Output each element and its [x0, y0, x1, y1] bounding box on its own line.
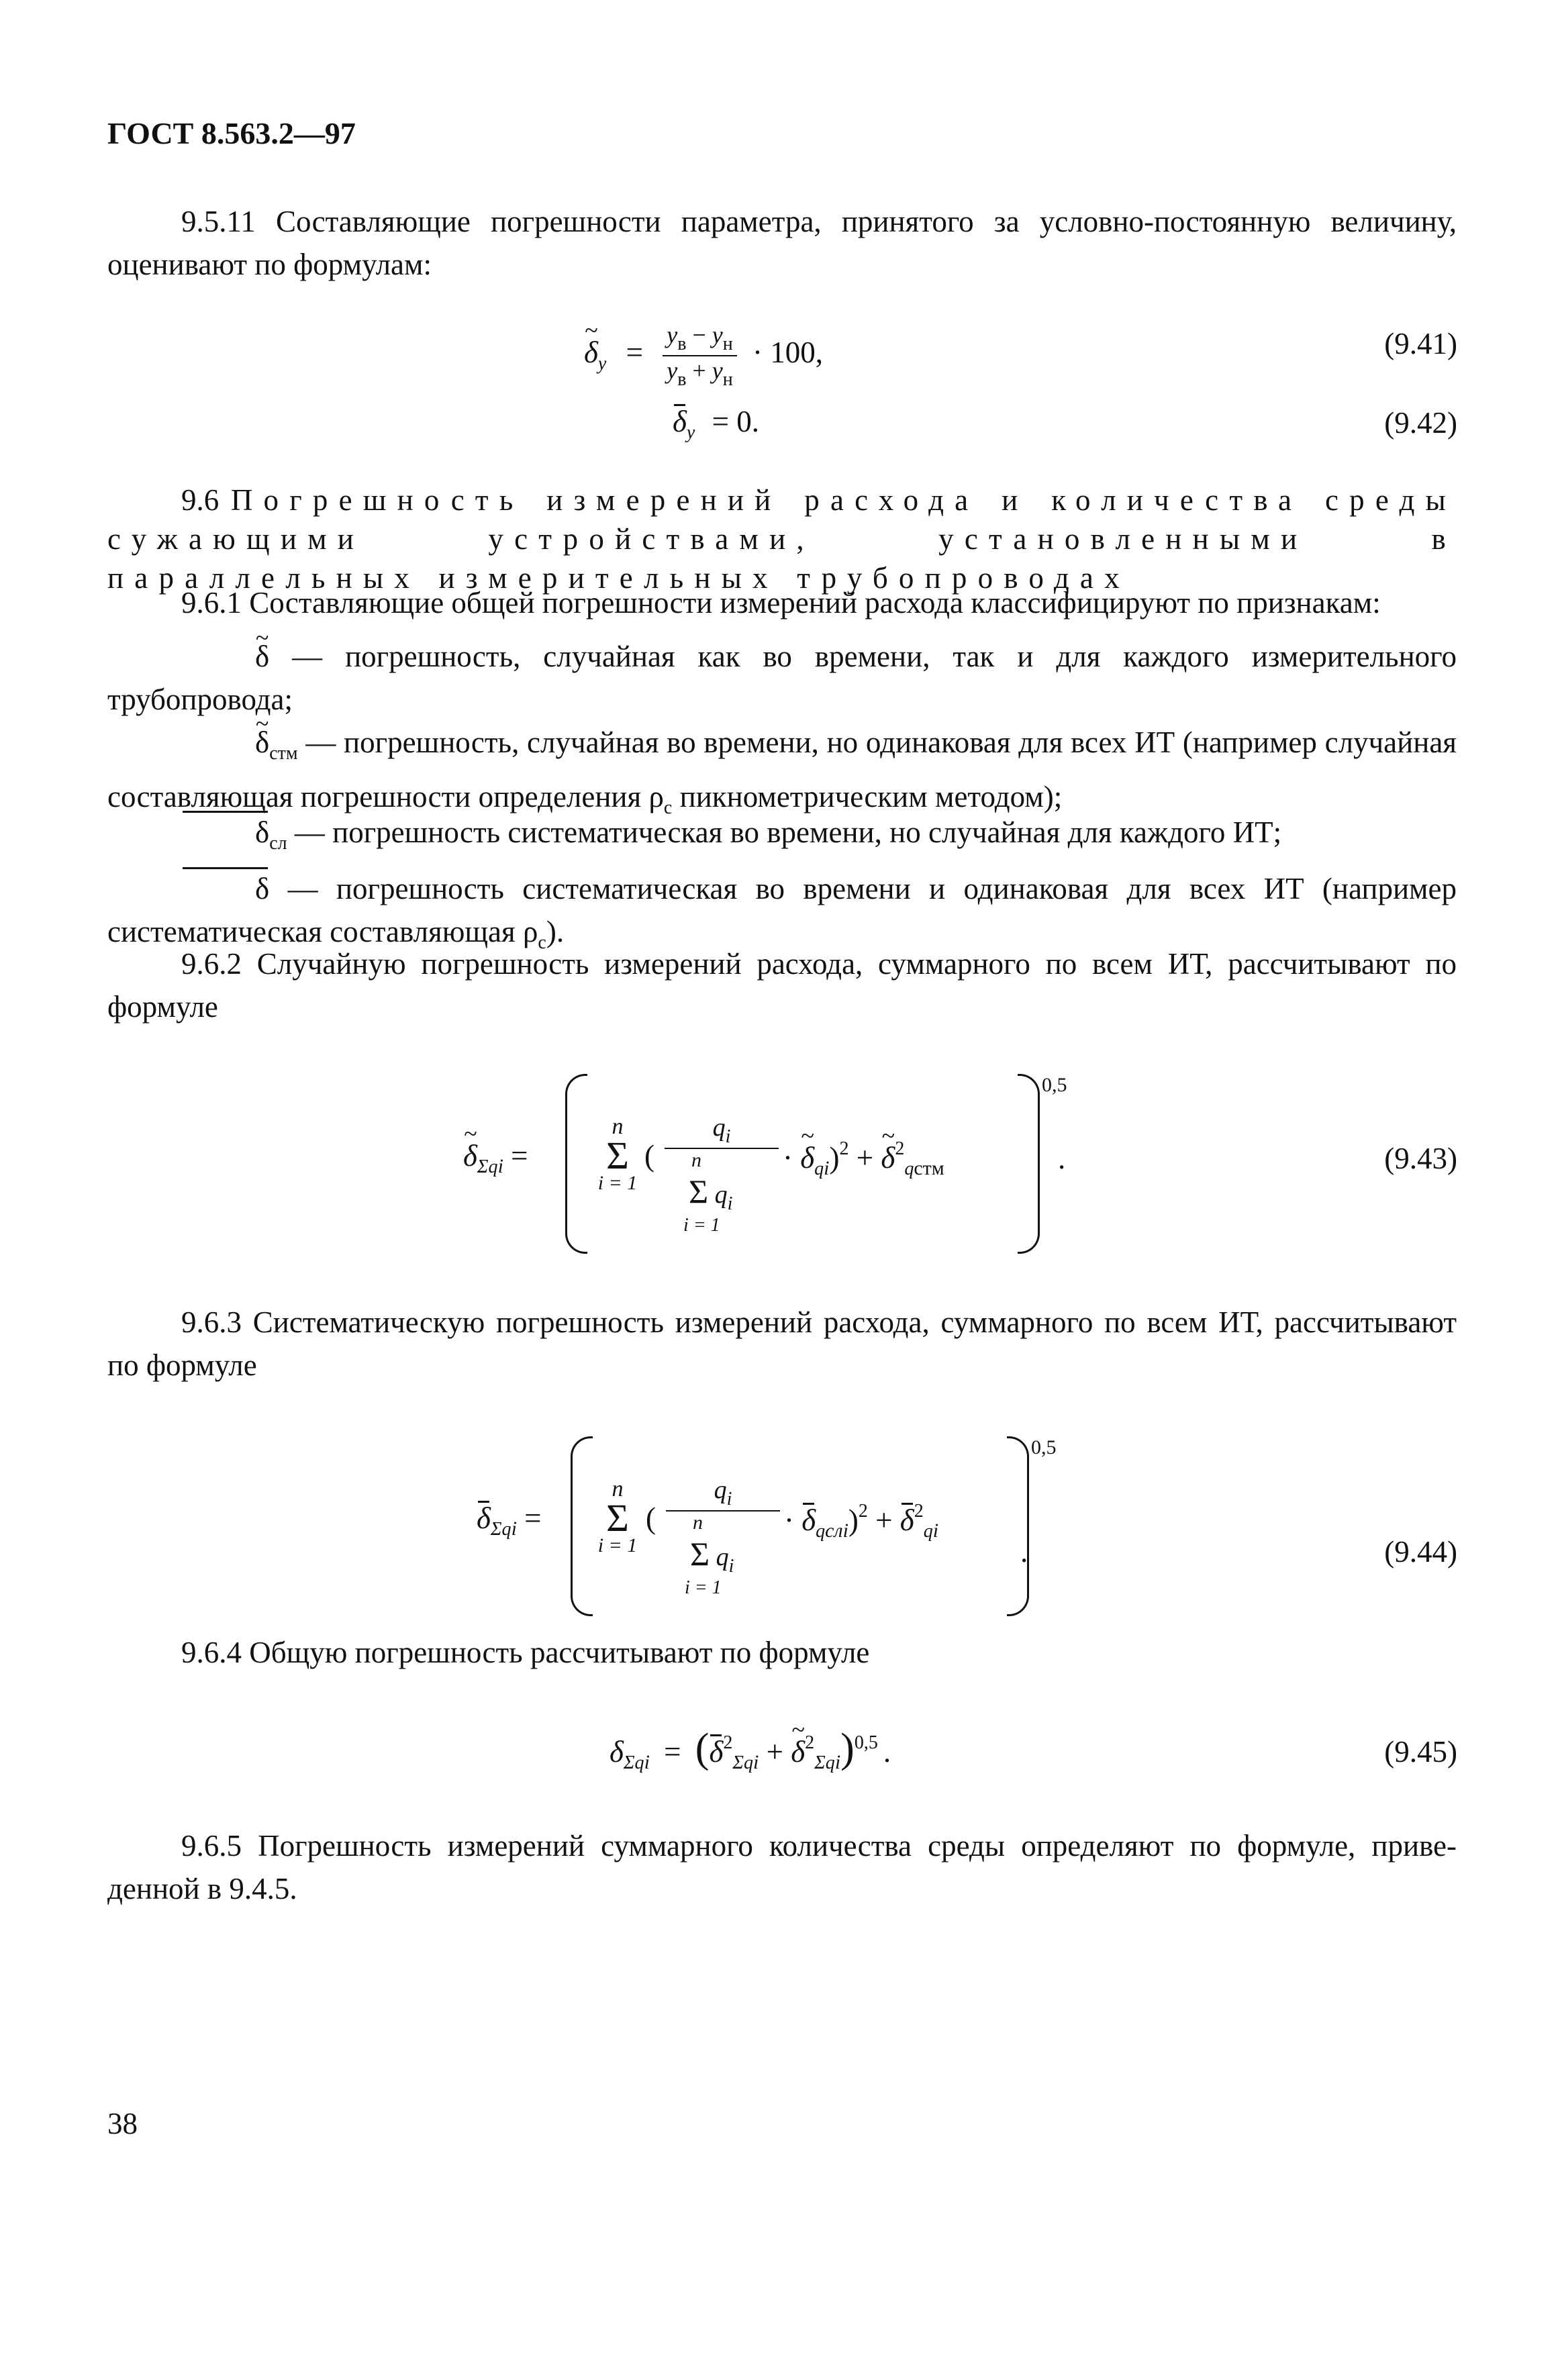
definition-text: — погрешность систематическая во времени, но случайная для каждого ИТ;: [287, 815, 1282, 849]
delta-tilde-symbol: ~ δ: [181, 721, 269, 764]
lhs-subscript: Σq: [477, 1156, 498, 1177]
left-bracket: [571, 1436, 593, 1616]
paragraph-9-6-2: 9.6.2 Случайную погрешность измерений расхода, суммарного по всем ИТ, рассчитывают по формуле: [107, 947, 1457, 1024]
sum-operator: n Σ i = 1: [597, 1114, 638, 1194]
paragraph-9-6-3: 9.6.3 Систематическую погрешность измерений расхода, суммарного по всем ИТ, рассчитывают по формуле: [107, 1305, 1457, 1382]
definition-text-end: ).: [546, 915, 565, 948]
lhs-subsubscript: i: [644, 1751, 650, 1773]
equation-end: .: [1058, 1142, 1066, 1175]
fraction: $q_i$ n Σ $q_i$ i = 1: [665, 1113, 779, 1236]
delta-bar-symbol: δ: [899, 1503, 914, 1537]
rho-subscript: с: [663, 797, 673, 818]
paragraph-9-6-4: 9.6.4 Общую погрешность рассчитывают по формуле: [181, 1636, 870, 1669]
equation-number-9-44: (9.44): [1384, 1535, 1457, 1569]
lhs-subscript: y: [597, 353, 607, 375]
definition-random: [107, 635, 1457, 721]
left-bracket: [565, 1074, 587, 1254]
power-exponent: 0,5: [1042, 1074, 1067, 1096]
equation-number-9-45: (9.45): [1384, 1735, 1457, 1769]
equation-9-45: $\delta_{\Sigma qi} = (\delta^2_{\Sigma qi}$ + ~ $\delta^2_{\Sigma qi})^{0,5}$ .: [610, 1725, 891, 1774]
rho-subscript: с: [538, 932, 546, 953]
definition-text-end: пикнометрическим методом);: [672, 780, 1063, 813]
rhs: = 0.: [712, 405, 759, 438]
delta-symbol: δ: [610, 1735, 624, 1769]
lhs-subscript: y: [686, 422, 695, 443]
paragraph-9-5-11: 9.5.11 Составляющие погрешности параметра, принятого за условно-постоянную величину, оценивают по формулам:: [107, 205, 1457, 281]
section-heading-9-6: [107, 481, 1457, 597]
symbol-subscript: сл: [269, 833, 287, 854]
equals-sign: =: [626, 336, 643, 370]
definition-text: — погрешность, случайная во времени, но одинаковая для всех ИТ (например случайная составляющая погрешности определения ρ: [107, 726, 1457, 813]
fraction: $q_i$ n Σ $q_i$ i = 1: [666, 1475, 780, 1599]
delta-tilde-symbol: ~ δ: [791, 1734, 805, 1769]
fraction-numerator: $y_в - y_н$: [663, 321, 737, 356]
definition-text: — погрешность систематическая во времени и одинаковая для всех ИТ (например систематическая составляющая ρ: [107, 872, 1457, 948]
lhs-subscript: Σq: [490, 1519, 512, 1540]
symbol-subscript: стм: [269, 743, 298, 764]
lhs-subsubscript: i: [497, 1155, 503, 1177]
lhs-subscript: Σq: [623, 1752, 644, 1773]
paragraph-9-6-5: 9.6.5 Погрешность измерений суммарного количества среды определяют по формуле, приведенной в 9.4.5.: [107, 1829, 1457, 1905]
definition-systematic-sl: [107, 811, 1457, 865]
equation-9-44: $\delta_{\Sigma qi}$ = n Σ i = 1 ( $q_i$ n Σ $q_i$ i = 1 · $\delta_{qслi})^2 + \delta^2_{qi}$ 0,5: [477, 1436, 1067, 1618]
equation-number-9-43: (9.43): [1384, 1142, 1457, 1175]
right-bracket: [1007, 1436, 1029, 1616]
delta-bar-symbol: δ: [709, 1735, 724, 1769]
equation-9-41: [584, 321, 823, 391]
page-number: 38: [107, 2107, 138, 2140]
fraction-denominator: $y_в + y_н$: [667, 357, 733, 390]
delta-tilde-symbol: ~ δ: [800, 1140, 814, 1175]
delta-bar-symbol: δ: [801, 1503, 816, 1537]
delta-bar-symbol: δ: [477, 1501, 491, 1535]
equals-sign: =: [511, 1139, 528, 1173]
delta-bar-symbol: δ: [181, 867, 269, 910]
delta-tilde-symbol: ~ δ: [584, 335, 598, 370]
delta-tilde-symbol: ~ δ: [463, 1138, 477, 1173]
right-bracket: [1018, 1074, 1040, 1254]
fraction: [663, 321, 737, 391]
equation-9-42: [673, 404, 759, 444]
document-code: ГОСТ 8.563.2—97: [107, 116, 356, 150]
equals-sign: =: [524, 1501, 542, 1535]
paragraph-9-6-1: 9.6.1 Составляющие общей погрешности измерений расхода классифицируют по признакам:: [181, 586, 1381, 619]
power-exponent: 0,5: [1031, 1436, 1057, 1458]
equation-end: .: [1020, 1535, 1028, 1569]
section-number: 9.6: [181, 483, 220, 517]
delta-bar-symbol: δ: [181, 811, 269, 854]
lhs-subsubscript: i: [511, 1518, 517, 1540]
definition-text: — погрешность, случайная как во времени, так и для каждого измерительного трубопровода;: [107, 640, 1457, 716]
equation-number-9-42: (9.42): [1384, 406, 1457, 440]
equals-sign: =: [664, 1735, 681, 1769]
section-title: Погрешность измерений расхода и количества среды сужающими устройствами, установленными в параллельных измерительных трубопроводах: [107, 483, 1457, 595]
sum-operator: n Σ i = 1: [597, 1477, 638, 1556]
multiplier: · 100,: [752, 336, 823, 370]
equation-9-43: ~ $\delta_{\Sigma qi}$ = n Σ i = 1 ( $q_i$ n Σ $q_i$ i = 1 · ~ $\delta_{qi})^2$ + ~ $\delta^2_{qстм}$ 0,5: [463, 1074, 1067, 1255]
delta-tilde-symbol: ~ δ: [181, 635, 269, 678]
equation-number-9-41: (9.41): [1384, 327, 1457, 360]
delta-tilde-symbol: ~ δ: [881, 1140, 895, 1175]
power-exponent: 0,5: [854, 1732, 878, 1753]
delta-bar-symbol: δ: [673, 405, 687, 438]
